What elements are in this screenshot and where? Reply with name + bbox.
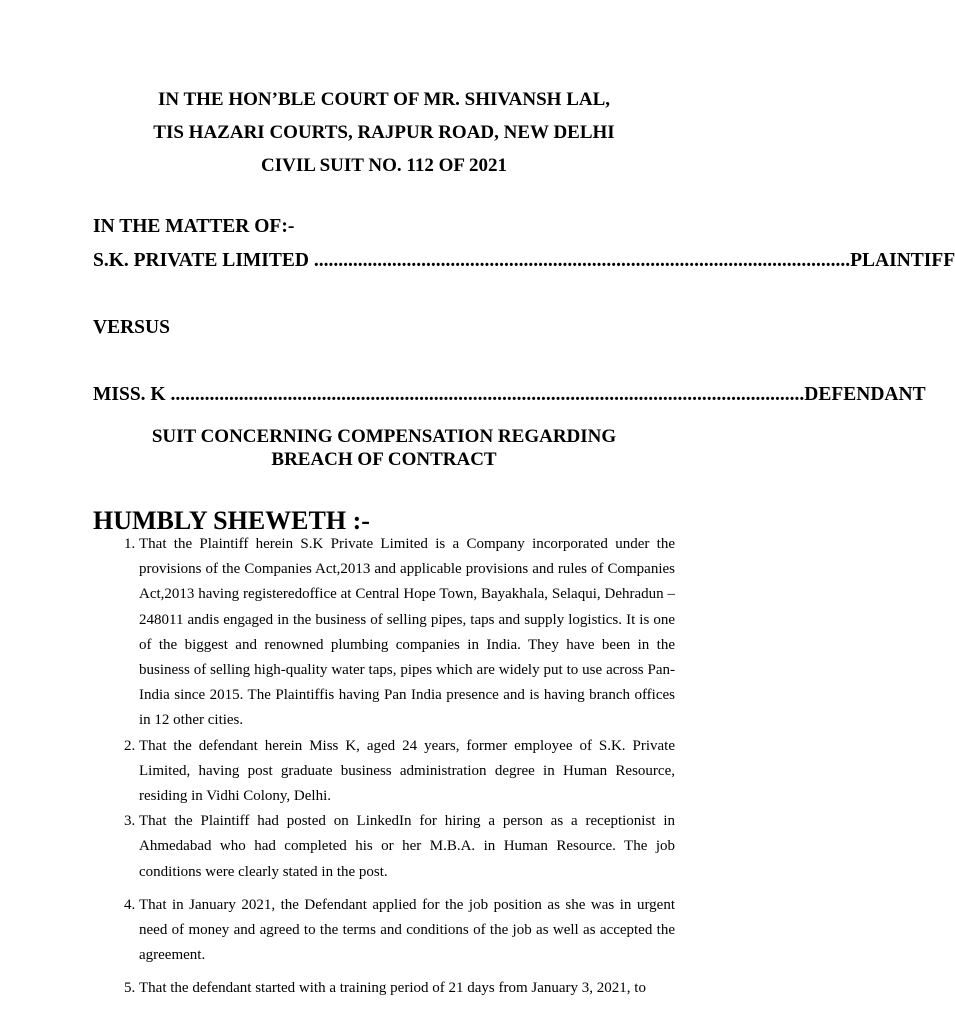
suit-title-line2: BREACH OF CONTRACT [271,449,497,470]
versus-label: VERSUS [93,317,170,338]
leader-dots: .............................................................................................................. [309,250,851,271]
leader-dots: .................................................................................................................................. [165,384,805,405]
suit-title-line1: SUIT CONCERNING COMPENSATION REGARDING [151,426,617,447]
defendant-line [93,383,926,407]
paragraph-item: 5. That the defendant started with a training period of 21 days from January 3, 2021, to [139,976,675,1001]
court-name-line: IN THE HON’BLE COURT OF MR. SHIVANSH LAL, [157,89,611,110]
court-address-line: TIS HAZARI COURTS, RAJPUR ROAD, NEW DELHI [153,122,615,143]
humbly-sheweth-heading: HUMBLY SHEWETH :- [93,506,370,535]
paragraph-item: 3. That the Plaintiff had posted on LinkedIn for hiring a person as a receptionist in Ahmedabad who had completed his or her M.B.A. in Human Resource. The job conditions were clearly stated in the post. [139,809,675,885]
paragraph-item: 4. That in January 2021, the Defendant applied for the job position as she was in urgent need of money and agreed to the terms and conditions of the job as well as accepted the agreement. [139,893,675,969]
plaintiff-role: PLAINTIFF [850,250,955,271]
averments-list [93,532,675,1002]
defendant-name: MISS. K [93,384,166,405]
in-the-matter-label: IN THE MATTER OF:- [93,216,295,237]
suit-number-line: CIVIL SUIT NO. 112 OF 2021 [261,155,507,176]
paragraph-item: 1. That the Plaintiff herein S.K Private Limited is a Company incorporated under the provisions of the Companies Act,2013 and applicable provisions and rules of Companies Act,2013 having registeredoffice at Central Hope Town, Bayakhala, Selaqui, Dehradun – 248011 andis engaged in the business of selling pipes, taps and supply logistics. It is one of the biggest and renowned plumbing companies in India. They have been in the business of selling high-quality water taps, pipes which are widely put to use across Pan-India since 2015. The Plaintiffis having Pan India presence and is having branch offices in 12 other cities. [139,532,675,734]
paragraph-item: 2. That the defendant herein Miss K, aged 24 years, former employee of S.K. Private Limited, having post graduate business administration degree in Human Resource, residing in Vidhi Colony, Delhi. [139,734,675,810]
defendant-role: DEFENDANT [804,384,926,405]
plaintiff-line [93,249,955,273]
plaintiff-name: S.K. PRIVATE LIMITED [93,250,309,271]
